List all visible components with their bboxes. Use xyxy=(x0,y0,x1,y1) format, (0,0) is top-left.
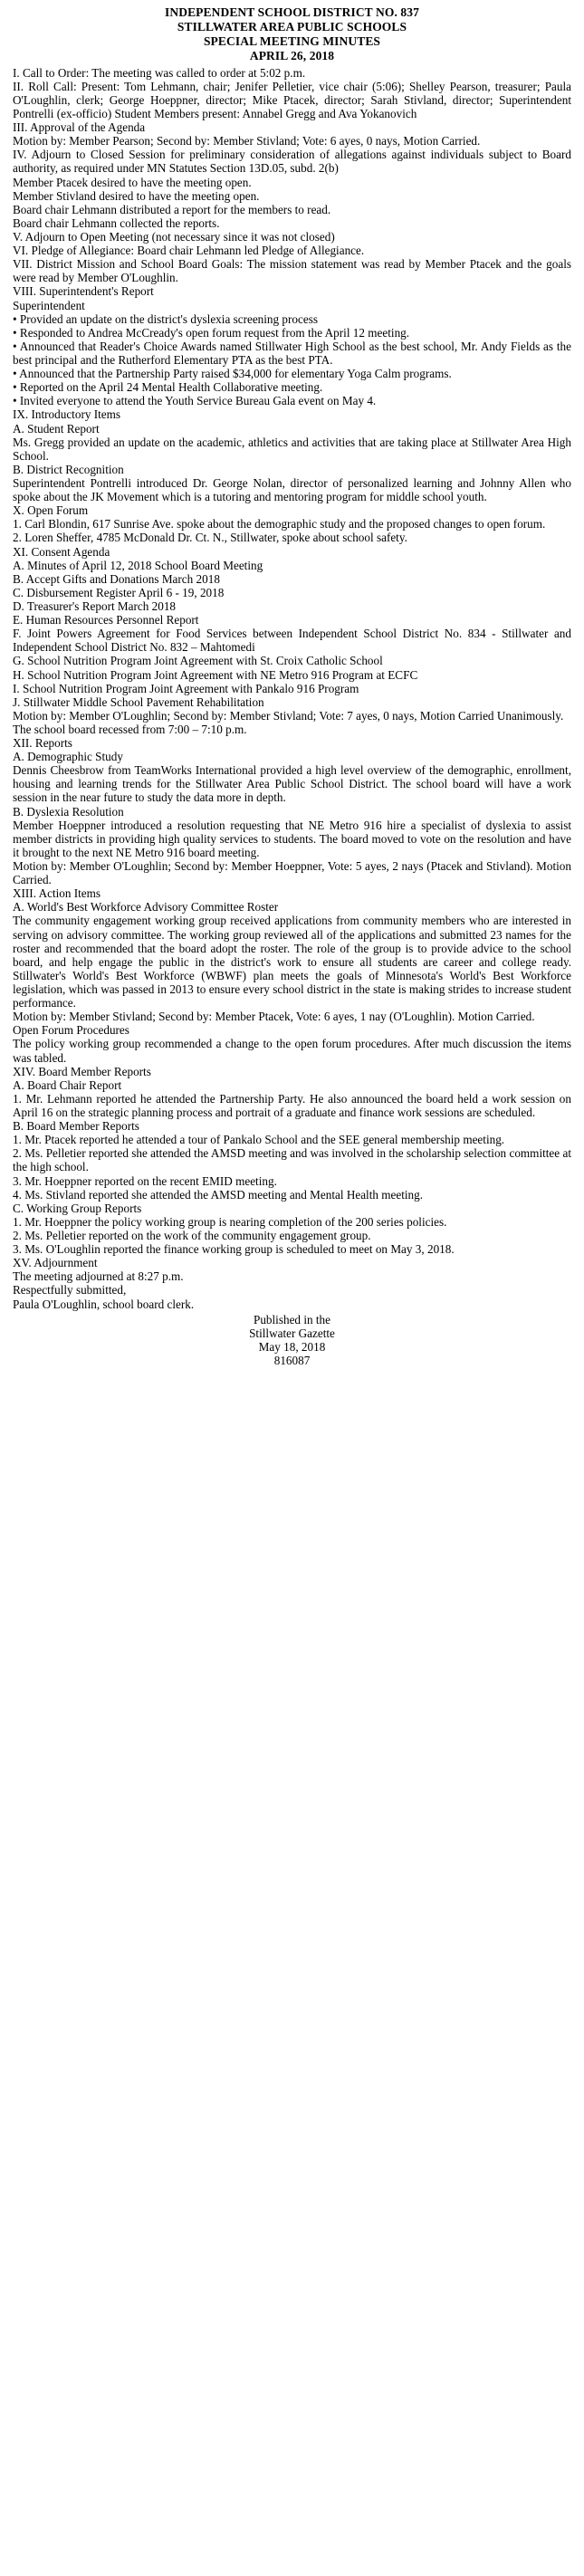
paragraph: B. Accept Gifts and Donations March 2018 xyxy=(13,571,220,586)
paragraph: B. District Recognition xyxy=(13,462,124,476)
paragraph: Dennis Cheesbrow from TeamWorks International provided a high level overview of the demographic, enrollment, housing and learning trends for the Stillwater Area Public School District. The school board will have a work session in the near future to study the data more in depth. xyxy=(13,763,571,805)
paragraph: Respectfully submitted, xyxy=(13,1283,127,1298)
paragraph: 1. Mr. Lehmann reported he attended the Partnership Party. He also announced the board held a work session on April 16 on the strategic planning process and portrait of a graduate and finance work sessions are scheduled. xyxy=(13,1091,571,1119)
paragraph: XIII. Action Items xyxy=(13,886,101,901)
paragraph: E. Human Resources Personnel Report xyxy=(13,613,199,627)
paragraph: C. Disbursement Register April 6 - 19, 2018 xyxy=(13,585,225,599)
minutes-body xyxy=(13,66,571,1311)
paragraph: XI. Consent Agenda xyxy=(13,544,110,559)
paragraph: Member Stivland desired to have the meeting open. xyxy=(13,188,260,203)
paragraph: IX. Introductory Items xyxy=(13,407,121,422)
paragraph: Member Hoeppner introduced a resolution requesting that NE Metro 916 hire a specialist of dyslexia to assist member districts in providing high quality services to students. The board moved to vote on the resolution and have it brought to the next NE Metro 916 board meeting. xyxy=(13,818,571,859)
paragraph: VI. Pledge of Allegiance: Board chair Lehmann led Pledge of Allegiance. xyxy=(13,244,365,258)
paragraph: Motion by: Member O'Loughlin; Second by: Member Stivland; Vote: 7 ayes, 0 nays, Motion Carried Unanimously. xyxy=(13,708,564,723)
paragraph: • Reported on the April 24 Mental Health Collaborative meeting. xyxy=(13,380,323,395)
paragraph: H. School Nutrition Program Joint Agreement with NE Metro 916 Program at ECFC xyxy=(13,667,418,682)
paragraph: I. School Nutrition Program Joint Agreement with Pankalo 916 Program xyxy=(13,681,359,695)
paragraph: A. Demographic Study xyxy=(13,750,123,764)
paragraph: 2. Ms. Pelletier reported she attended the AMSD meeting and was involved in the scholarship selection committee at the high school. xyxy=(13,1146,571,1174)
header-district: INDEPENDENT SCHOOL DISTRICT NO. 837 xyxy=(165,5,419,19)
footer-published: Published in the xyxy=(254,1312,330,1326)
paragraph: Paula O'Loughlin, school board clerk. xyxy=(13,1297,195,1311)
paragraph: Motion by: Member O'Loughlin; Second by: Member Hoeppner, Vote: 5 ayes, 2 nays (Ptacek and Stivland). Motion Carried. xyxy=(13,859,571,887)
paragraph: Board chair Lehmann distributed a report for the members to read. xyxy=(13,202,331,216)
header-meeting-type: SPECIAL MEETING MINUTES xyxy=(203,34,381,48)
paragraph: G. School Nutrition Program Joint Agreement with St. Croix Catholic School xyxy=(13,654,383,668)
paragraph: C. Working Group Reports xyxy=(13,1201,142,1215)
footer-notice-number: 816087 xyxy=(273,1354,311,1368)
header-schools: STILLWATER AREA PUBLIC SCHOOLS xyxy=(177,19,407,34)
paragraph: A. Minutes of April 12, 2018 School Board Meeting xyxy=(13,558,263,572)
paragraph: X. Open Forum xyxy=(13,503,89,518)
paragraph: Motion by: Member Pearson; Second by: Member Stivland; Vote: 6 ayes, 0 nays, Motion Carried. xyxy=(13,134,481,148)
paragraph: Superintendent xyxy=(13,298,85,312)
paragraph: IV. Adjourn to Closed Session for preliminary consideration of allegations against individuals subject to Board authority, as required under MN Statutes Section 13D.05, subd. 2(b) xyxy=(13,148,571,176)
paragraph: V. Adjourn to Open Meeting (not necessary since it was not closed) xyxy=(13,230,335,244)
paragraph: III. Approval of the Agenda xyxy=(13,120,146,135)
paragraph: D. Treasurer's Report March 2018 xyxy=(13,599,177,613)
paragraph: VII. District Mission and School Board Goals: The mission statement was read by Member Ptacek and the goals were read by Member O'Loughlin. xyxy=(13,257,571,285)
paragraph: • Provided an update on the district's dyslexia screening process xyxy=(13,311,318,326)
paragraph: The school board recessed from 7:00 – 7:10 p.m. xyxy=(13,722,247,736)
paragraph: Member Ptacek desired to have the meeting open. xyxy=(13,175,252,189)
paragraph: 3. Mr. Hoeppner reported on the recent EMID meeting. xyxy=(13,1173,277,1188)
paragraph: Board chair Lehmann collected the reports. xyxy=(13,215,220,230)
paragraph: XV. Adjournment xyxy=(13,1256,98,1270)
paragraph: Motion by: Member Stivland; Second by: Member Ptacek, Vote: 6 ayes, 1 nay (O'Loughlin). Motion Carried. xyxy=(13,1010,535,1024)
paragraph: 1. Mr. Ptacek reported he attended a tour of Pankalo School and the SEE general membership meeting. xyxy=(13,1133,505,1147)
paragraph: Open Forum Procedures xyxy=(13,1023,129,1038)
publication-footer xyxy=(13,1313,571,1368)
paragraph: Superintendent Pontrelli introduced Dr. George Nolan, director of personalized learning and Johnny Allen who spoke about the JK Movement which is a tutoring and mentoring program for middle school youth. xyxy=(13,475,571,504)
paragraph: B. Dyslexia Resolution xyxy=(13,804,124,819)
footer-publication: Stillwater Gazette xyxy=(249,1326,335,1340)
document-header xyxy=(13,5,571,63)
paragraph: • Invited everyone to attend the Youth Service Bureau Gala event on May 4. xyxy=(13,394,377,408)
paragraph: A. Student Report xyxy=(13,421,100,436)
paragraph: The community engagement working group received applications from community members who are interested in serving on advisory committee. The working group reviewed all of the applications and submitted 23 names for the roster and recommended that the board adopt the roster. The role of the group is to provide advice to the school board, and help engage the public in the district's work to ensure all students are career and college ready. Stillwater's World's Best Workforce (WBWF) plan meets the goals of Minnesota's World's Best Workforce legislation, which was passed in 2013 to ensure every school district in the state is making strides to increase student performance. xyxy=(13,914,571,1010)
paragraph: 2. Ms. Pelletier reported on the work of the community engagement group. xyxy=(13,1228,371,1242)
paragraph: F. Joint Powers Agreement for Food Services between Independent School District No. 834 - Stillwater and Independent School District No. 832 – Mahtomedi xyxy=(13,627,571,655)
paragraph: 2. Loren Sheffer, 4785 McDonald Dr. Ct. N., Stillwater, spoke about school safety. xyxy=(13,531,407,545)
paragraph: Ms. Gregg provided an update on the academic, athletics and activities that are taking place at Stillwater Area High School. xyxy=(13,435,571,463)
paragraph: XII. Reports xyxy=(13,736,72,751)
paragraph: 4. Ms. Stivland reported she attended the AMSD meeting and Mental Health meeting. xyxy=(13,1187,424,1202)
paragraph: B. Board Member Reports xyxy=(13,1119,139,1134)
paragraph: XIV. Board Member Reports xyxy=(13,1064,151,1078)
paragraph: A. World's Best Workforce Advisory Committee Roster xyxy=(13,900,279,915)
paragraph: • Responded to Andrea McCready's open forum request from the April 12 meeting. xyxy=(13,325,410,340)
header-date: APRIL 26, 2018 xyxy=(249,48,335,62)
paragraph: I. Call to Order: The meeting was called to order at 5:02 p.m. xyxy=(13,65,306,80)
paragraph: The meeting adjourned at 8:27 p.m. xyxy=(13,1269,184,1284)
paragraph: 3. Ms. O'Loughlin reported the finance working group is scheduled to meet on May 3, 2018. xyxy=(13,1242,455,1257)
paragraph: J. Stillwater Middle School Pavement Rehabilitation xyxy=(13,694,264,709)
paragraph: A. Board Chair Report xyxy=(13,1077,122,1092)
paragraph: VIII. Superintendent's Report xyxy=(13,284,154,299)
paragraph: • Announced that Reader's Choice Awards named Stillwater High School as the best school, Mr. Andy Fields as the best principal and the Rutherford Elementary PTA as the best PTA. xyxy=(13,339,571,367)
paragraph: 1. Mr. Hoeppner the policy working group is nearing completion of the 200 series policies. xyxy=(13,1214,447,1229)
paragraph: 1. Carl Blondin, 617 Sunrise Ave. spoke about the demographic study and the proposed changes to open forum. xyxy=(13,517,546,531)
paragraph: The policy working group recommended a change to the open forum procedures. After much discussion the items was tabled. xyxy=(13,1037,571,1065)
paragraph: II. Roll Call: Present: Tom Lehmann, chair; Jenifer Pelletier, vice chair (5:06); Shelley Pearson, treasurer; Paula O'Loughlin, clerk; George Hoeppner, director; Mike Ptacek, director; Sarah Stivland, director; Superintendent Pontrelli (ex-officio) Student Members present: Annabel Gregg and Ava Yokanovich xyxy=(13,79,571,121)
footer-date: May 18, 2018 xyxy=(258,1339,326,1354)
paragraph: • Announced that the Partnership Party raised $34,000 for elementary Yoga Calm programs. xyxy=(13,367,452,381)
